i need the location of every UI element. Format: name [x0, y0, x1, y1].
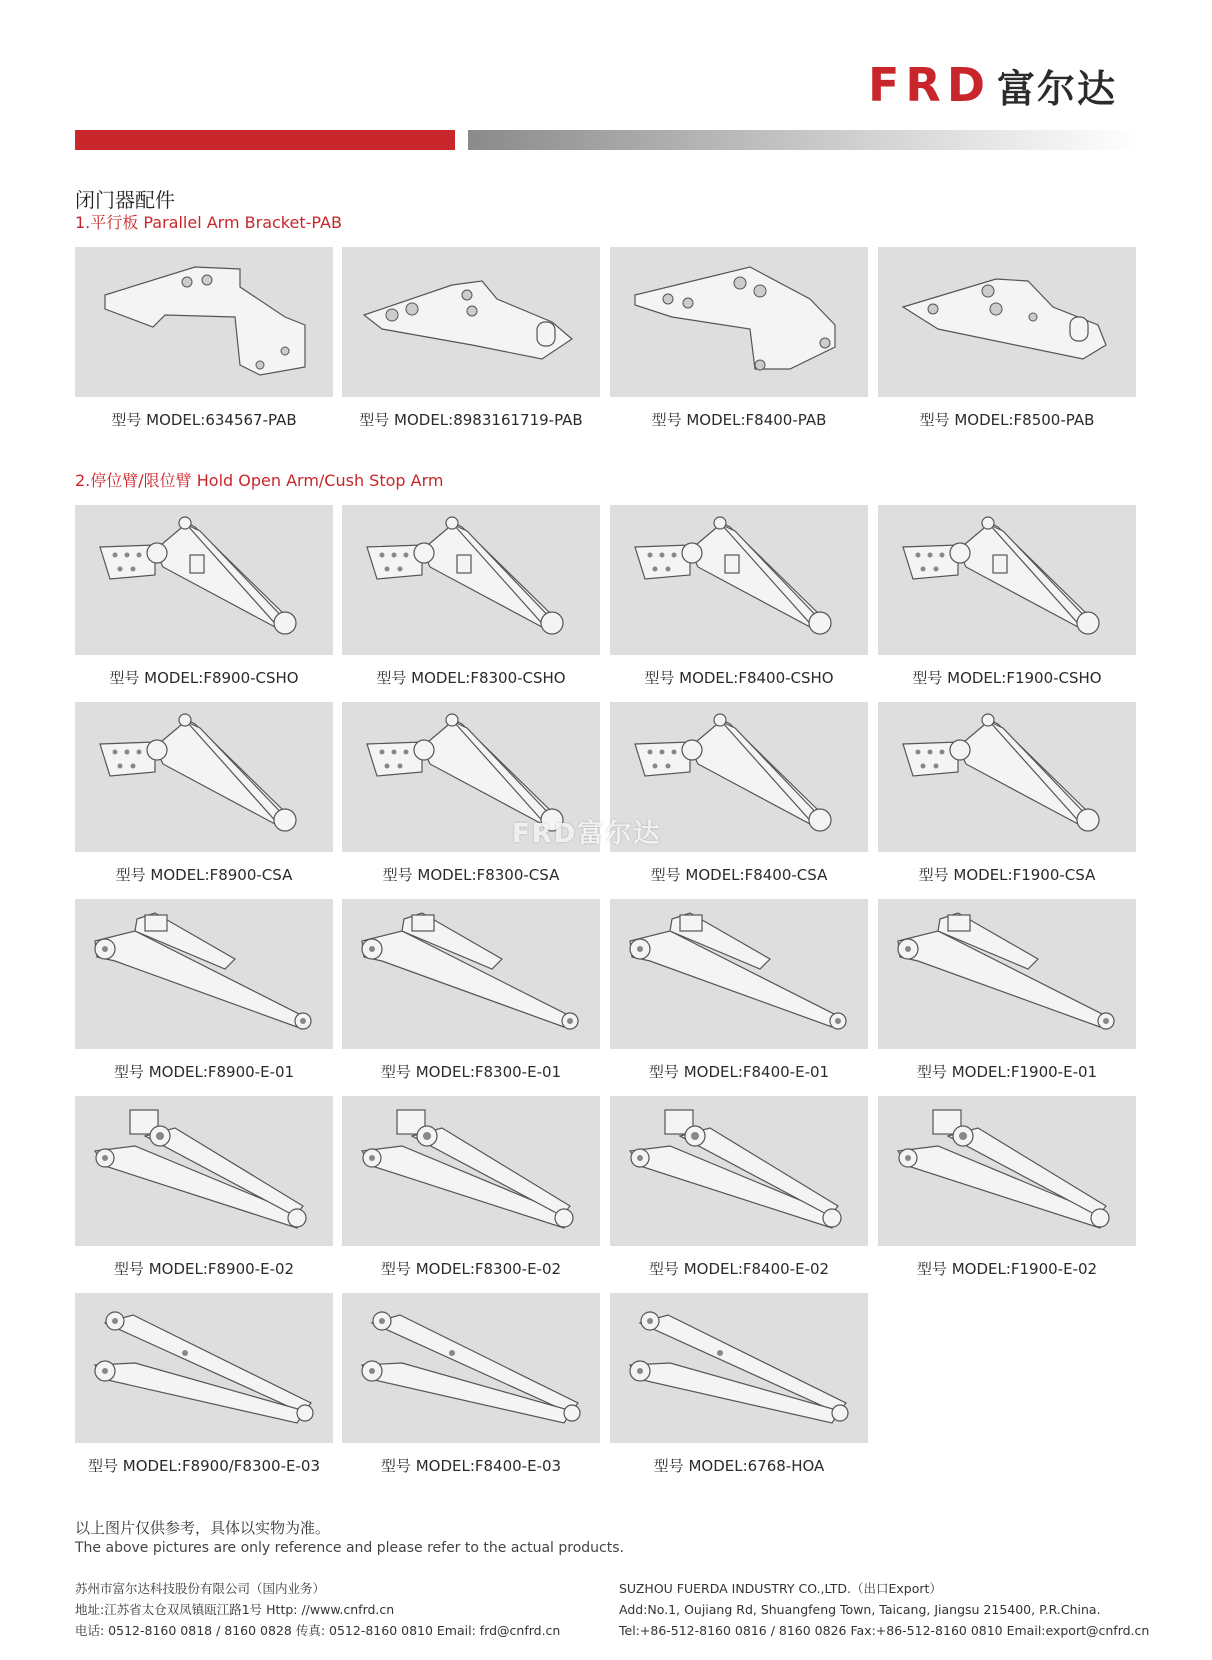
- arm-illustration: [342, 1096, 600, 1246]
- product-caption: 型号 MODEL:F1900-E-01: [916, 1063, 1098, 1081]
- product-card: [878, 247, 1136, 430]
- watermark: FRD富尔达: [512, 819, 662, 849]
- product-caption: 型号 MODEL:F8300-CSHO: [376, 669, 566, 687]
- header-gradient-bar: [468, 130, 1138, 150]
- bracket-illustration: [75, 247, 333, 397]
- product-caption: 型号 MODEL:F8400-E-03: [380, 1457, 562, 1475]
- arm-illustration: [610, 505, 868, 655]
- product-card: [878, 1096, 1136, 1279]
- product-card: [75, 702, 333, 885]
- arm-illustration: [75, 702, 333, 852]
- product-caption: 型号 MODEL:F8900-CSHO: [109, 669, 299, 687]
- bracket-illustration: [342, 247, 600, 397]
- product-caption: 型号 MODEL:634567-PAB: [111, 411, 297, 429]
- product-card: [75, 1096, 333, 1279]
- product-photo: [75, 702, 333, 852]
- footer-address-cn: 地址:江苏省太仓双凤镇瓯江路1号 Http: //www.cnfrd.cn: [75, 1602, 395, 1617]
- product-card: [878, 505, 1136, 688]
- arm-illustration: [878, 1096, 1136, 1246]
- product-caption: 型号 MODEL:F8400-CSA: [650, 866, 828, 884]
- product-caption: 型号 MODEL:8983161719-PAB: [359, 411, 583, 429]
- arm-illustration: [75, 1293, 333, 1443]
- product-card: [610, 899, 868, 1082]
- product-photo: [878, 247, 1136, 397]
- product-card: [610, 505, 868, 688]
- product-card: [75, 505, 333, 688]
- footer-contact-en: Tel:+86-512-8160 0816 / 8160 0826 Fax:+86-512-8160 0810 Email:export@cnfrd.cn: [619, 1623, 1150, 1638]
- arm-illustration: [610, 899, 868, 1049]
- section-title-arm: 2.停位臂/限位臂 Hold Open Arm/Cush Stop Arm: [75, 471, 444, 490]
- arm-illustration: [878, 899, 1136, 1049]
- footer-domestic: [75, 1578, 560, 1641]
- arm-illustration: [75, 899, 333, 1049]
- product-card: [878, 899, 1136, 1082]
- product-caption: 型号 MODEL:F8900-CSA: [115, 866, 293, 884]
- brand-logo-chinese: 富尔达: [997, 66, 1118, 111]
- product-card: [75, 247, 333, 430]
- product-caption: 型号 MODEL:F8900/F8300-E-03: [87, 1457, 320, 1475]
- disclaimer-en: The above pictures are only reference and please refer to the actual products.: [75, 1540, 624, 1556]
- product-photo: [878, 702, 1136, 852]
- footer-company-en: SUZHOU FUERDA INDUSTRY CO.,LTD.（出口Export）: [619, 1581, 942, 1596]
- product-card: [610, 1293, 868, 1476]
- product-caption: 型号 MODEL:F1900-E-02: [916, 1260, 1098, 1278]
- product-card: [342, 702, 600, 885]
- product-card: [75, 1293, 333, 1476]
- product-photo: [878, 505, 1136, 655]
- arm-illustration: [878, 505, 1136, 655]
- page-title: 闭门器配件: [75, 188, 175, 212]
- product-card: [342, 247, 600, 430]
- arm-illustration: [75, 1096, 333, 1246]
- product-card: [342, 1293, 600, 1476]
- product-card: [342, 505, 600, 688]
- brand-logo: [868, 60, 1117, 110]
- product-photo: [610, 1293, 868, 1443]
- product-caption: 型号 MODEL:F8400-PAB: [651, 411, 827, 429]
- product-card: [342, 899, 600, 1082]
- product-photo: [75, 505, 333, 655]
- product-photo: [610, 505, 868, 655]
- arm-illustration: [610, 1096, 868, 1246]
- product-photo: [75, 247, 333, 397]
- product-photo: [878, 899, 1136, 1049]
- product-card: [342, 1096, 600, 1279]
- product-photo: [75, 1293, 333, 1443]
- product-caption: 型号 MODEL:F1900-CSHO: [912, 669, 1102, 687]
- footer-address-en: Add:No.1, Oujiang Rd, Shuangfeng Town, Taicang, Jiangsu 215400, P.R.China.: [619, 1602, 1101, 1617]
- product-caption: 型号 MODEL:F8500-PAB: [919, 411, 1095, 429]
- product-card: [610, 702, 868, 885]
- product-card: [878, 702, 1136, 885]
- product-card: [610, 247, 868, 430]
- header-red-bar: [75, 130, 455, 150]
- product-photo: [342, 1293, 600, 1443]
- bracket-illustration: [610, 247, 868, 397]
- product-photo: [342, 899, 600, 1049]
- arm-illustration: [878, 702, 1136, 852]
- product-photo: [342, 505, 600, 655]
- product-photo: [610, 247, 868, 397]
- product-caption: 型号 MODEL:F1900-CSA: [918, 866, 1096, 884]
- product-caption: 型号 MODEL:F8400-E-02: [648, 1260, 830, 1278]
- product-caption: 型号 MODEL:F8900-E-02: [113, 1260, 295, 1278]
- arm-illustration: [610, 1293, 868, 1443]
- disclaimer-cn: 以上图片仅供参考，具体以实物为准。: [75, 1519, 331, 1537]
- brand-logo-latin: FRD: [868, 58, 992, 112]
- product-photo: [610, 1096, 868, 1246]
- arm-illustration: [342, 1293, 600, 1443]
- footer-export: [619, 1578, 1149, 1641]
- product-caption: 型号 MODEL:F8300-E-01: [380, 1063, 562, 1081]
- arm-illustration: [342, 505, 600, 655]
- product-caption: 型号 MODEL:F8900-E-01: [113, 1063, 295, 1081]
- product-caption: 型号 MODEL:F8300-E-02: [380, 1260, 562, 1278]
- product-caption: 型号 MODEL:F8300-CSA: [382, 866, 560, 884]
- product-photo: [610, 899, 868, 1049]
- arm-illustration: [342, 899, 600, 1049]
- product-photo: [342, 247, 600, 397]
- product-caption: 型号 MODEL:F8400-E-01: [648, 1063, 830, 1081]
- footer-contact-cn: 电话: 0512-8160 0818 / 8160 0828 传真: 0512-8160 0810 Email: frd@cnfrd.cn: [75, 1623, 561, 1638]
- product-card: [610, 1096, 868, 1279]
- product-photo: [342, 1096, 600, 1246]
- product-caption: 型号 MODEL:F8400-CSHO: [644, 669, 834, 687]
- product-card: [75, 899, 333, 1082]
- product-photo: [75, 1096, 333, 1246]
- footer-company-cn: 苏州市富尔达科技股份有限公司（国内业务）: [75, 1581, 326, 1596]
- product-photo: [75, 899, 333, 1049]
- arm-illustration: [75, 505, 333, 655]
- product-photo: [878, 1096, 1136, 1246]
- bracket-illustration: [878, 247, 1136, 397]
- section-title-bracket: 1.平行板 Parallel Arm Bracket-PAB: [75, 213, 342, 232]
- product-caption: 型号 MODEL:6768-HOA: [653, 1457, 825, 1475]
